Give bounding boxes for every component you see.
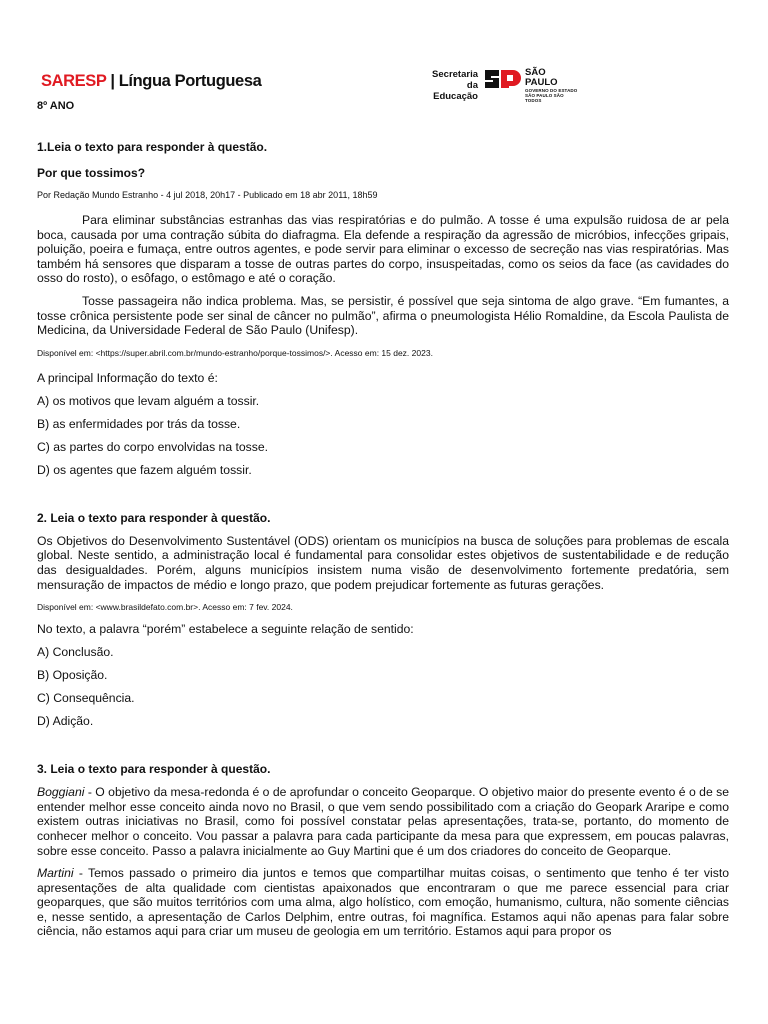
q1-paragraph-2: Tosse passageira não indica problema. Mas, se persistir, é possível que seja sintoma de algo grave. “Em fumantes, a tosse crônica persistente pode ser sinal de câncer no pulmão”, afirma o pneumologista Hélio Romaldine, da Escola Paulista de Medicina, da Universidade Federal de São Paulo (Unifesp). — [37, 293, 729, 338]
q3-paragraph-2-text: - Temos passado o primeiro dia juntos e temos que compartilhar muitas coisas, o sentimento que tenho é ter visto apresentações de alta qualidade com cientistas apaixonados que encontraram o que me parece essencial para criar geoparques, que são muitos territórios com uma alma, algo holístico, com emoção, humanismo, cultura, não somente ciências e, nesse sentido, a apresentação de Carlos Delphim, entre outras, foi magnífica. Estamos aqui não apenas para falar sobre ciência, não estamos aqui para criar um museu de geologia em um território. Estamos aqui para propor os — [37, 866, 729, 939]
q2-option-c[interactable]: C) Consequência. — [37, 691, 135, 706]
q1-option-a[interactable]: A) os motivos que levam alguém a tossir. — [37, 393, 260, 408]
q3-speaker-boggiani: Boggiani — [37, 785, 85, 800]
brand-separator: | — [106, 72, 119, 90]
q2-heading: 2. Leia o texto para responder à questão. — [37, 510, 271, 525]
q2-option-a[interactable]: A) Conclusão. — [37, 645, 114, 660]
sao-paulo-label — [525, 68, 580, 103]
q1-option-d[interactable]: D) os agentes que fazem alguém tossir. — [37, 462, 252, 477]
q2-option-d[interactable]: D) Adição. — [37, 714, 94, 729]
q3-paragraph-1-text: - O objetivo da mesa-redonda é o de aprofundar o conceito Geoparque. O objetivo maior do presente evento é o de se entender melhor esse conceito ainda novo no Brasil, o que vem sendo possibilitado com a criação do Geopark Araripe e como existem outras iniciativas no Brasil, como foi possível constatar pelas apresentações, trata-se, portanto, do momento de conhecer melhor o conceito. Vou passar a palavra para cada participante da mesa para que expressem, em poucas palavras, sobre esse conceito. Passo a palavra inicialmente ao Guy Martini que é um dos criadores do conceito de Geoparque. — [37, 785, 729, 858]
brand-saresp: SARESP — [41, 72, 107, 90]
q1-option-b[interactable]: B) as enfermidades por trás da tosse. — [37, 416, 241, 431]
government-logo — [420, 66, 580, 103]
secretaria-label — [420, 69, 478, 102]
q3-heading: 3. Leia o texto para responder à questão. — [37, 762, 271, 777]
q1-stem: A principal Informação do texto é: — [37, 370, 218, 385]
q1-byline: Por Redação Mundo Estranho - 4 jul 2018, 20h17 - Publicado em 18 abr 2011, 18h59 — [37, 190, 378, 200]
q2-paragraph-1: Os Objetivos do Desenvolvimento Sustentável (ODS) orientam os municípios na busca de soluções para problemas de escala global. Neste sentido, a administração local é fundamental para consolidar estes objetivos de sustentabilidade e de redução das desigualdades. Porém, alguns municípios insistem numa visão de desenvolvimento fortemente predatória, sem mensuração de impactos de médio e longo prazo, que podem prejudicar fortemente as futuras gerações. — [37, 533, 729, 592]
sp-logo-icon — [483, 68, 523, 90]
q1-text-title: Por que tossimos? — [37, 166, 146, 180]
q3-speaker-martini: Martini — [37, 866, 74, 881]
page-header — [37, 66, 732, 103]
q2-stem: No texto, a palavra “porém” estabelece a seguinte relação de sentido: — [37, 622, 414, 637]
subject-name: Língua Portuguesa — [118, 72, 262, 90]
q1-heading: 1.Leia o texto para responder à questão. — [37, 140, 268, 154]
q1-source: Disponível em: <https://super.abril.com.br/mundo-estranho/porque-tossimos/>. Acesso em: 15 dez. 2023. — [37, 347, 433, 358]
gov-tagline-1: GOVERNO DO ESTADO — [525, 88, 578, 93]
q1-paragraph-1: Para eliminar substâncias estranhas das vias respiratórias e do pulmão. A tosse é uma expulsão ruidosa de ar pela boca, causada por uma contração súbita do diafragma. Ela defende a respiração da agressão de micróbios, infecções gripais, poluição, poeira e fumaça, entre outros agentes, e pode servir para eliminar o excesso de secreção nas vias respiratórias. Mas também há sensores que disparam a tosse de outras partes do corpo, insuspeitadas, como os seios da face (as cavidades do osso do rosto), o esôfago, o estômago e até o coração. — [37, 213, 729, 286]
secretaria-line: Secretaria da — [432, 69, 478, 91]
q2-source: Disponível em: <www.brasildefato.com.br>. Acesso em: 7 fev. 2024. — [37, 602, 293, 613]
state-name: SÃO PAULO — [525, 67, 558, 88]
exam-title — [41, 72, 261, 91]
q1-option-c[interactable]: C) as partes do corpo envolvidas na tosse. — [37, 439, 269, 454]
q2-option-b[interactable]: B) Oposição. — [37, 668, 108, 683]
gov-tagline-2: SÃO PAULO SÃO TODOS — [525, 93, 564, 103]
grade-label: 8º ANO — [37, 100, 75, 112]
educacao-line: Educação — [433, 91, 478, 102]
q3-paragraph-2 — [37, 866, 729, 939]
q3-paragraph-1 — [37, 785, 729, 858]
questions-content — [37, 140, 729, 939]
